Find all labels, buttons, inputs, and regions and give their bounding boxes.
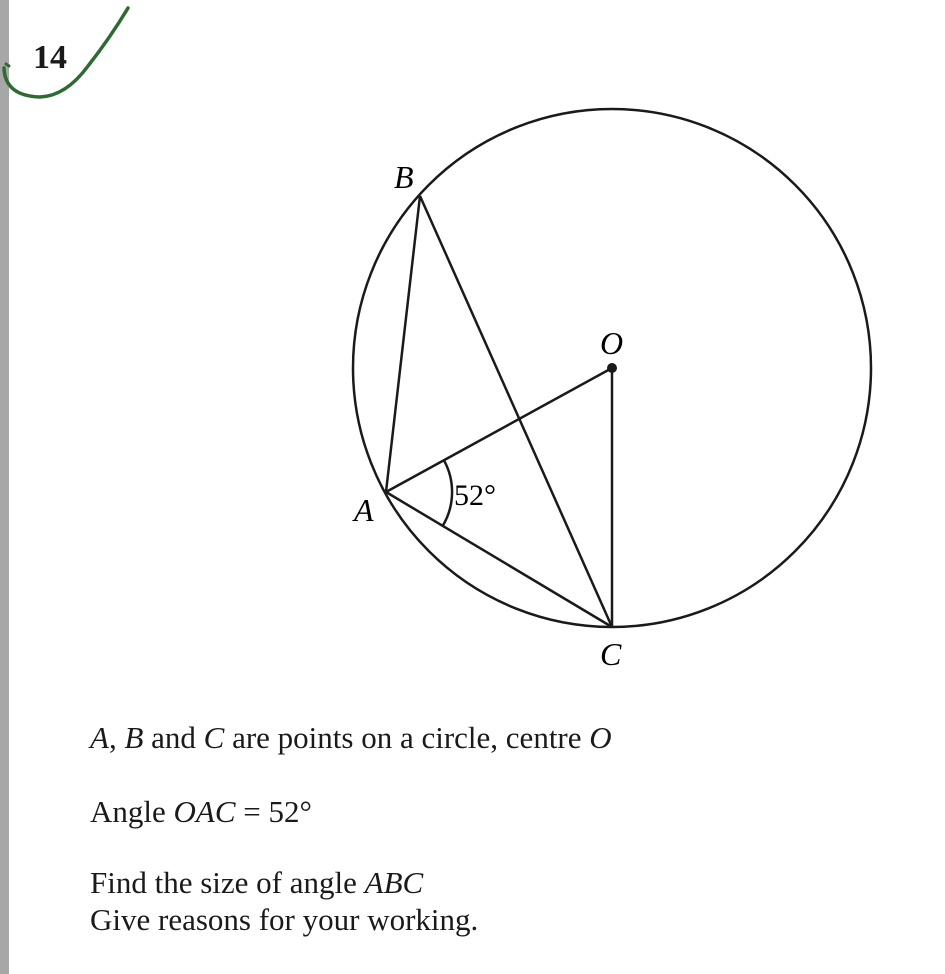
text-span: are points on a circle, centre (224, 720, 590, 755)
target-angle-name: ABC (364, 865, 424, 900)
text-span: , (108, 720, 125, 755)
label-c: C (600, 636, 622, 672)
text-span: = 52° (235, 794, 312, 829)
question-number: 14 (33, 39, 67, 76)
reasons-line: Give reasons for your working. (90, 902, 479, 937)
text-span: Angle (90, 794, 174, 829)
angle-arc (443, 460, 452, 526)
label-b: B (394, 159, 414, 195)
segment-ab (386, 196, 420, 492)
segment-bc (420, 196, 612, 627)
point-b: B (124, 720, 144, 755)
angle-name: OAC (173, 794, 236, 829)
text-span: and (143, 720, 204, 755)
label-o: O (600, 325, 624, 361)
centre-point (607, 363, 617, 373)
text-span: Find the size of angle (90, 865, 365, 900)
point-o: O (589, 720, 612, 755)
statement-line (90, 719, 612, 757)
given-angle-line (90, 793, 312, 831)
point-c: C (203, 720, 225, 755)
point-a: A (90, 720, 109, 755)
label-a: A (354, 492, 374, 528)
angle-label: 52° (454, 479, 496, 512)
segment-ao (386, 368, 612, 492)
segment-ac (386, 492, 612, 627)
task-line (90, 864, 423, 902)
